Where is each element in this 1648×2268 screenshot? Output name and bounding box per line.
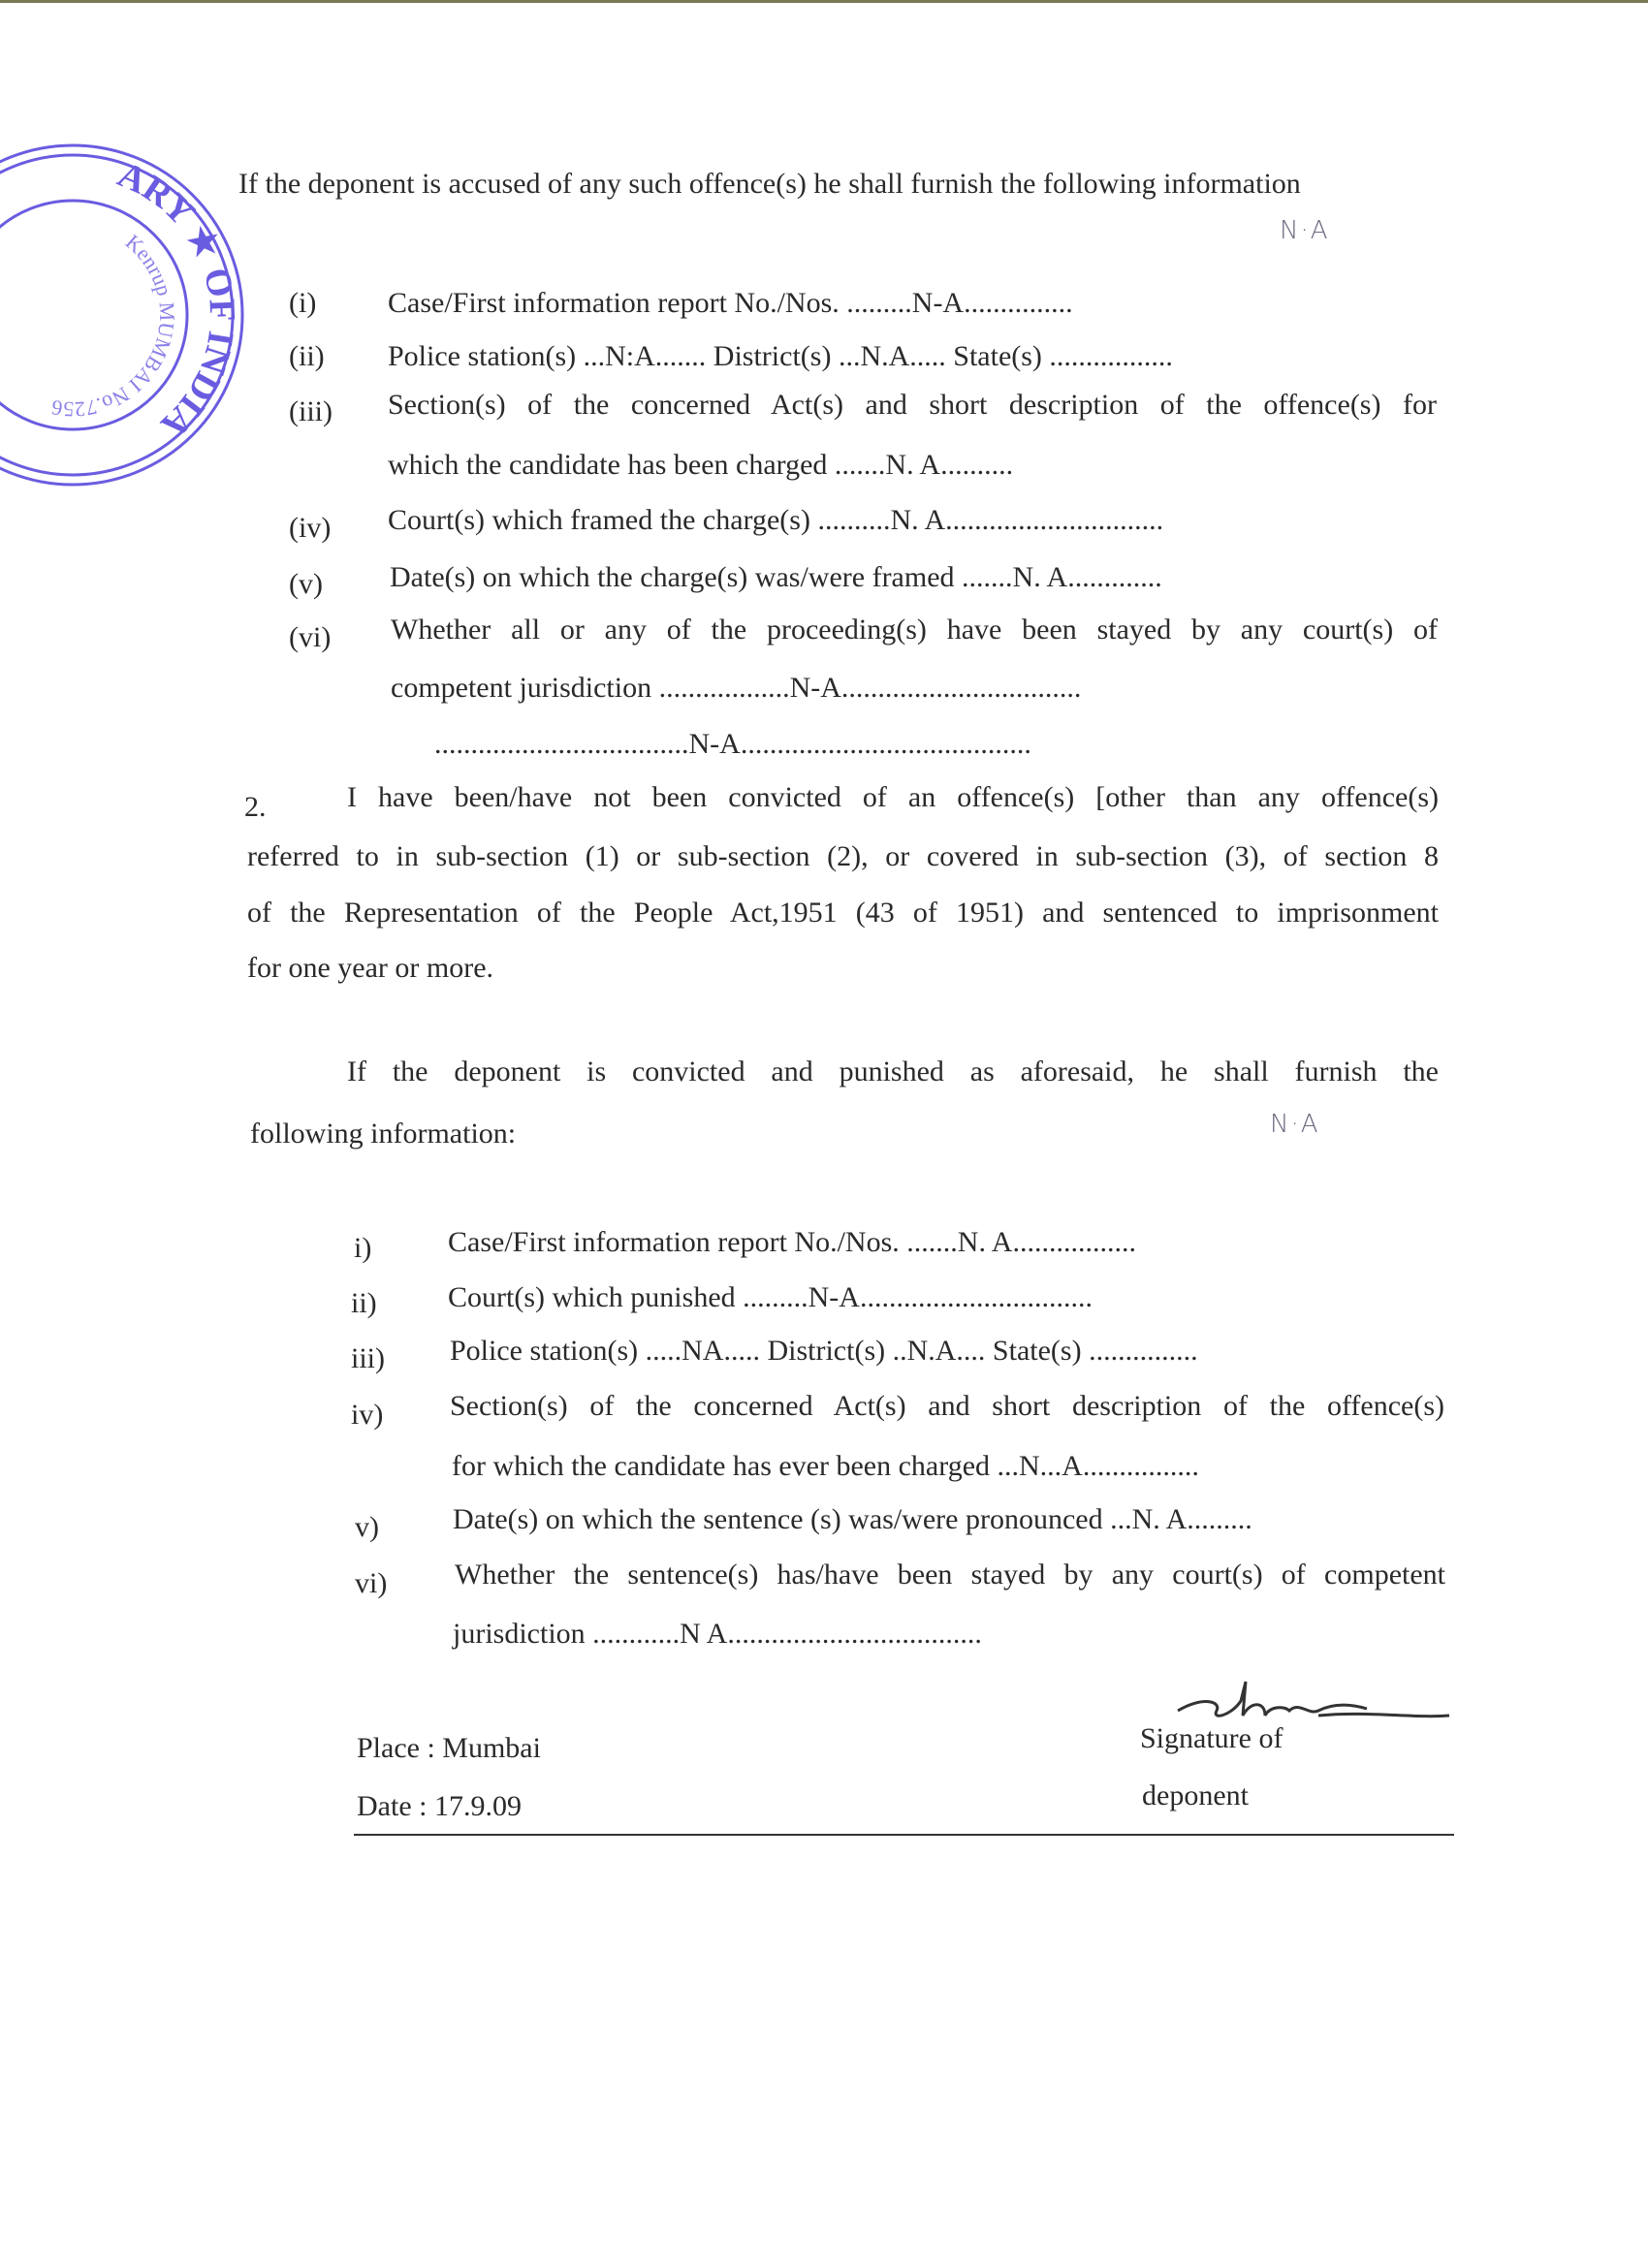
item-number: (iii) bbox=[289, 395, 333, 427]
item-text: competent jurisdiction ..................N-A................................. bbox=[391, 672, 1082, 704]
item-number: (iv) bbox=[289, 512, 332, 544]
date-label: Date : 17.9.09 bbox=[357, 1790, 522, 1822]
svg-text:Kenrup MUMBAI No.7256: Kenrup MUMBAI No.7256 bbox=[49, 229, 180, 423]
paragraph-line: If the deponent is convicted and punished as aforesaid, he shall furnish the bbox=[347, 1055, 1439, 1087]
place-label: Place : Mumbai bbox=[357, 1732, 541, 1764]
item-text: Section(s) of the concerned Act(s) and short description of the offence(s) for bbox=[388, 389, 1437, 421]
signature-label: deponent bbox=[1142, 1780, 1249, 1811]
item-text: Court(s) which punished .........N-A................................ bbox=[448, 1281, 1093, 1313]
item-number: (ii) bbox=[289, 340, 325, 372]
item-number: (i) bbox=[289, 287, 317, 319]
paragraph-line: referred to in sub-section (1) or sub-section (2), or covered in sub-section (3), of section 8 bbox=[247, 840, 1439, 872]
item-text: Whether all or any of the proceeding(s) have been stayed by any court(s) of bbox=[391, 614, 1438, 646]
item-number: (vi) bbox=[289, 621, 332, 653]
item-text: Police station(s) ...N:A....... District(s) ...N.A..... State(s) ................. bbox=[388, 340, 1173, 372]
item-text: Date(s) on which the charge(s) was/were framed .......N. A............. bbox=[390, 561, 1162, 593]
item-text: Section(s) of the concerned Act(s) and short description of the offence(s) bbox=[450, 1390, 1444, 1422]
paragraph-line: of the Representation of the People Act,1951 (43 of 1951) and sentenced to imprisonment bbox=[247, 897, 1439, 929]
item-text: Date(s) on which the sentence (s) was/were pronounced ...N. A......... bbox=[453, 1503, 1252, 1535]
item-number: (v) bbox=[289, 568, 323, 600]
item-text: Case/First information report No./Nos. .......N. A................. bbox=[448, 1226, 1136, 1258]
item-text: Police station(s) .....NA..... District(s) ..N.A.... State(s) ............... bbox=[450, 1335, 1198, 1367]
svg-text:ARY ★ OF INDIA: ARY ★ OF INDIA bbox=[111, 154, 243, 446]
paragraph-line: I have been/have not been convicted of an offence(s) [other than any offence(s) bbox=[347, 781, 1439, 813]
item-number: iv) bbox=[351, 1399, 384, 1431]
item-number: iii) bbox=[351, 1342, 385, 1374]
paragraph-line: following information: bbox=[250, 1118, 517, 1150]
signature bbox=[1173, 1672, 1454, 1748]
item-text: jurisdiction ............N A................................... bbox=[453, 1618, 982, 1650]
item-number: ii) bbox=[351, 1287, 377, 1319]
signature-label: Signature of bbox=[1140, 1722, 1284, 1754]
section-number: 2. bbox=[244, 791, 267, 823]
item-number: vi) bbox=[355, 1567, 388, 1599]
handwritten-note: N·A bbox=[1270, 1110, 1320, 1139]
scan-edge bbox=[0, 0, 1648, 3]
item-text: Court(s) which framed the charge(s) ..........N. A.............................. bbox=[388, 504, 1164, 536]
item-text: which the candidate has been charged .......N. A.......... bbox=[388, 449, 1014, 481]
footer-rule bbox=[354, 1834, 1454, 1836]
item-number: v) bbox=[355, 1511, 379, 1543]
item-text: Case/First information report No./Nos. .........N-A............... bbox=[388, 287, 1073, 319]
paragraph-line: for one year or more. bbox=[247, 952, 494, 984]
item-number: i) bbox=[354, 1232, 372, 1264]
item-text: for which the candidate has ever been charged ...N...A................ bbox=[452, 1450, 1199, 1482]
handwritten-note: N·A bbox=[1280, 216, 1330, 245]
intro-text: If the deponent is accused of any such offence(s) he shall furnish the following information bbox=[238, 168, 1301, 200]
item-text: Whether the sentence(s) has/have been stayed by any court(s) of competent bbox=[455, 1559, 1445, 1591]
notary-stamp bbox=[0, 136, 262, 494]
item-text: ...................................N-A........................................ bbox=[434, 728, 1031, 760]
